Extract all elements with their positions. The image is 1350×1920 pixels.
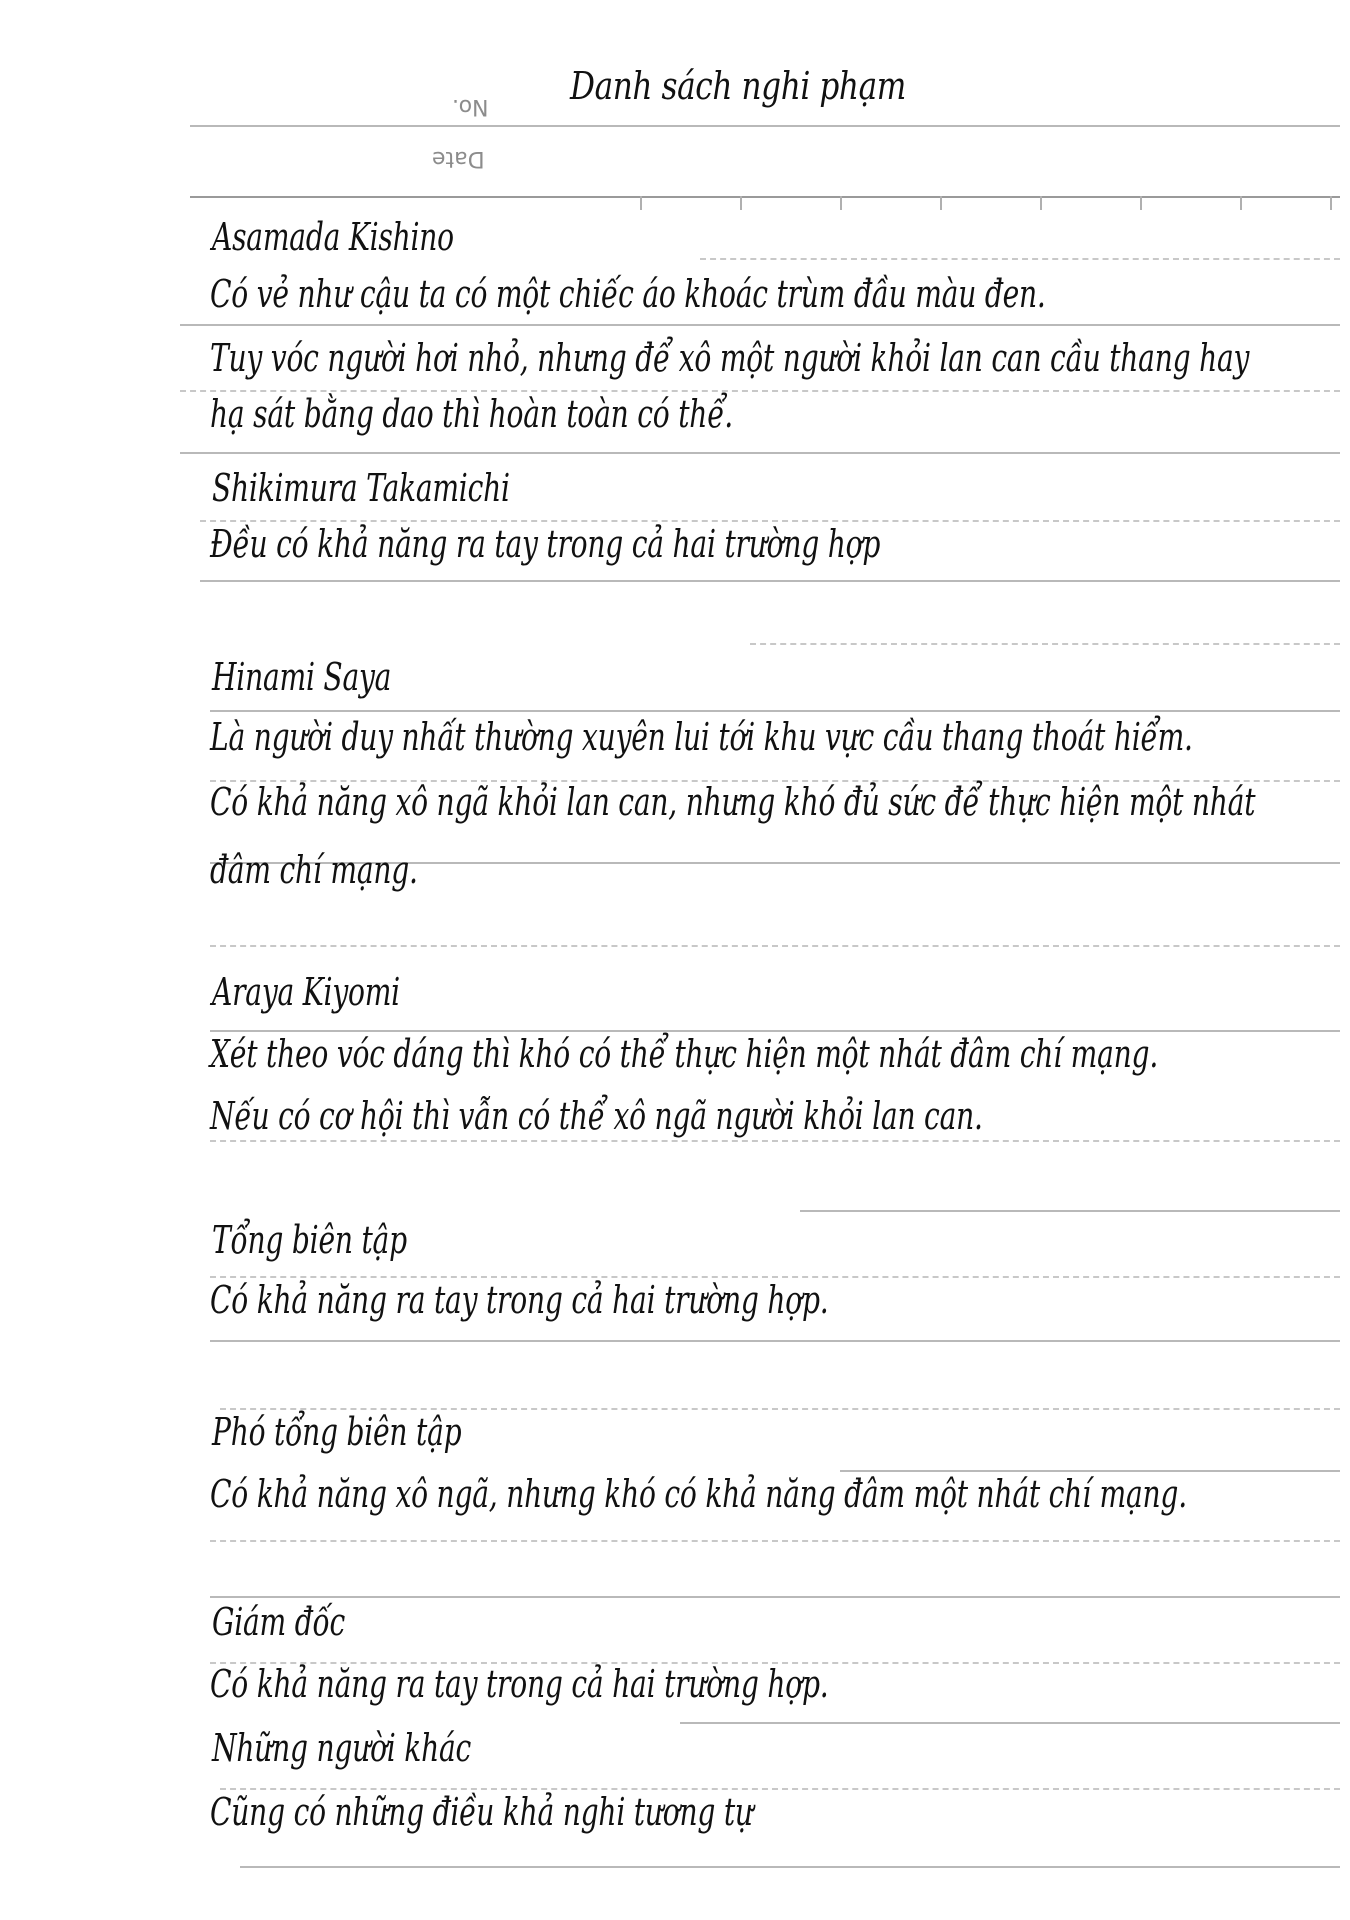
header-ticks bbox=[640, 196, 1340, 216]
tick-mark bbox=[940, 196, 942, 210]
suspect-name: Tổng biên tập bbox=[212, 1218, 407, 1262]
ruled-line bbox=[210, 1596, 1340, 1598]
ruled-line bbox=[750, 643, 1340, 645]
suspect-note: Xét theo vóc dáng thì khó có thể thực hiện một nhát đâm chí mạng. bbox=[210, 1032, 1159, 1076]
suspect-name: Shikimura Takamichi bbox=[212, 466, 510, 510]
ruled-line bbox=[210, 1540, 1340, 1542]
tick-mark bbox=[1140, 196, 1142, 210]
no-label: No. bbox=[452, 94, 489, 119]
ruled-line bbox=[700, 258, 1340, 260]
suspect-note: Cũng có những điều khả nghi tương tự bbox=[210, 1790, 753, 1834]
ruled-line bbox=[210, 1340, 1340, 1342]
ruled-line bbox=[210, 1140, 1340, 1142]
suspect-name: Những người khác bbox=[212, 1726, 472, 1770]
suspect-note: Có khả năng xô ngã khỏi lan can, nhưng khó đủ sức để thực hiện một nhát bbox=[210, 780, 1256, 824]
tick-mark bbox=[740, 196, 742, 210]
suspect-note: Đều có khả năng ra tay trong cả hai trường hợp bbox=[210, 522, 881, 566]
tick-mark bbox=[640, 196, 642, 210]
ruled-line bbox=[210, 710, 1340, 712]
suspect-note: Có khả năng ra tay trong cả hai trường hợp. bbox=[210, 1662, 829, 1706]
suspect-name: Phó tổng biên tập bbox=[212, 1410, 462, 1454]
ruled-line bbox=[680, 1722, 1340, 1724]
suspect-note: Tuy vóc người hơi nhỏ, nhưng để xô một người khỏi lan can cầu thang hay bbox=[210, 336, 1250, 380]
tick-mark bbox=[1240, 196, 1242, 210]
ruled-line bbox=[180, 324, 1340, 326]
suspect-note: đâm chí mạng. bbox=[210, 848, 418, 892]
suspect-note: Có khả năng ra tay trong cả hai trường hợp. bbox=[210, 1278, 829, 1322]
ruled-line bbox=[800, 1210, 1340, 1212]
suspect-note: hạ sát bằng dao thì hoàn toàn có thể. bbox=[210, 392, 733, 436]
ruled-line bbox=[200, 580, 1340, 582]
tick-mark bbox=[1330, 196, 1332, 210]
ruled-line bbox=[190, 125, 1340, 127]
suspect-name: Giám đốc bbox=[212, 1600, 346, 1644]
tick-mark bbox=[840, 196, 842, 210]
suspect-note: Nếu có cơ hội thì vẫn có thể xô ngã người khỏi lan can. bbox=[210, 1094, 983, 1138]
suspect-name: Araya Kiyomi bbox=[212, 970, 400, 1014]
ruled-line bbox=[180, 452, 1340, 454]
suspect-note: Là người duy nhất thường xuyên lui tới khu vực cầu thang thoát hiểm. bbox=[210, 715, 1193, 759]
suspect-note: Có vẻ như cậu ta có một chiếc áo khoác trùm đầu màu đen. bbox=[210, 272, 1046, 316]
suspect-name: Asamada Kishino bbox=[212, 215, 454, 259]
ruled-line bbox=[240, 1866, 1340, 1868]
suspect-name: Hinami Saya bbox=[212, 655, 392, 699]
suspect-note: Có khả năng xô ngã, nhưng khó có khả năng đâm một nhát chí mạng. bbox=[210, 1472, 1187, 1516]
date-label: Date bbox=[432, 146, 485, 171]
tick-mark bbox=[1040, 196, 1042, 210]
page-title: Danh sách nghi phạm bbox=[570, 64, 906, 108]
ruled-line bbox=[210, 945, 1340, 947]
